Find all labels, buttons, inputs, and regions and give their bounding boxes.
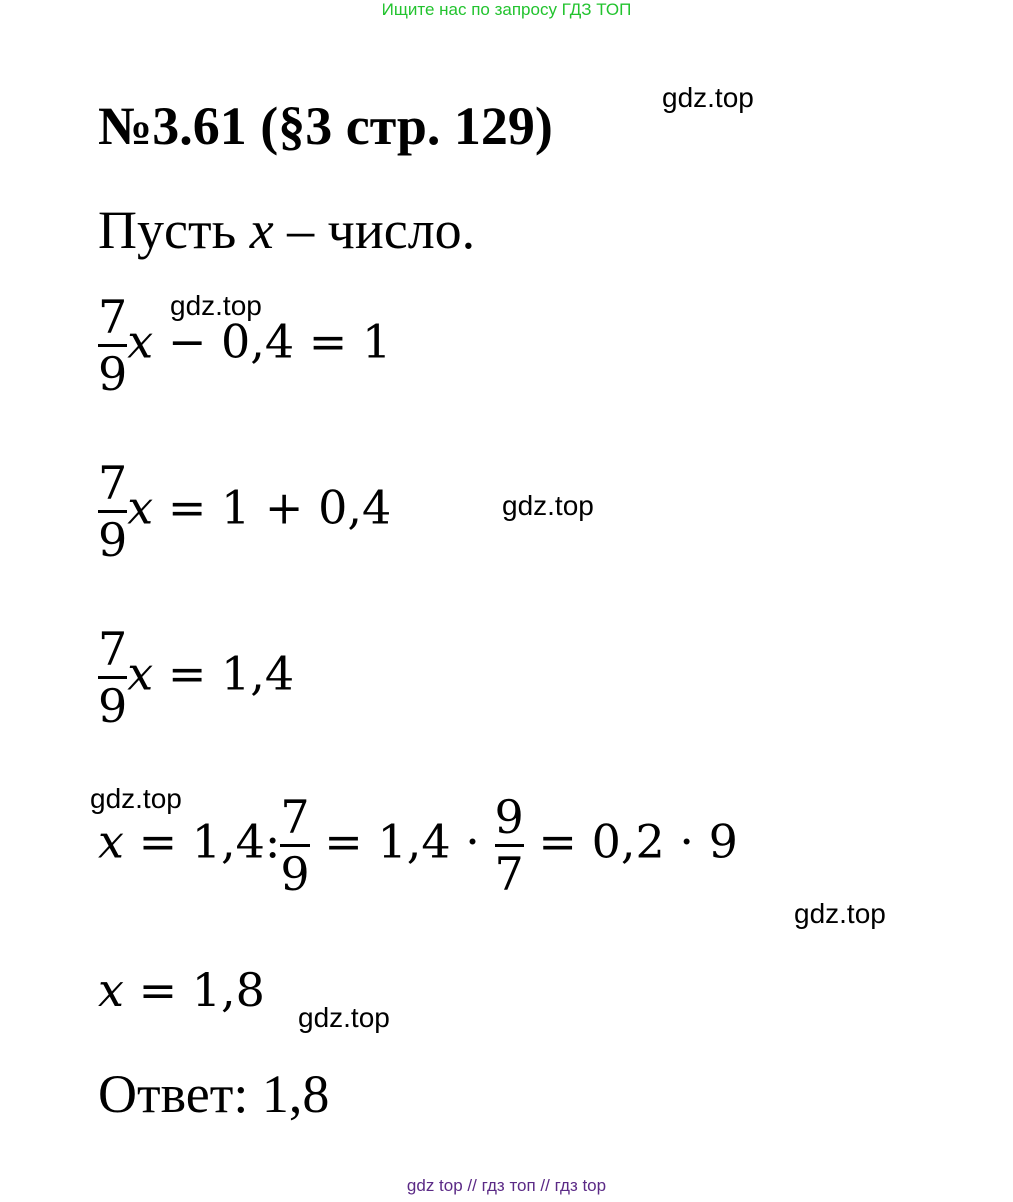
fraction: $\frac{7}{9}$ (98, 456, 128, 567)
equation-part: = 1,4: (123, 814, 281, 869)
fraction: $\frac{7}{9}$ (280, 790, 310, 901)
fraction: $\frac{7}{9}$ (98, 622, 128, 733)
equation-step-3 (98, 624, 294, 731)
watermark: gdz.top (298, 1002, 390, 1033)
equation-tail: = 1 + 0,4 (153, 480, 392, 535)
page-title: №3.61 (§3 стр. 129) (98, 96, 553, 156)
variable-x: x (249, 200, 274, 260)
watermark: gdz.top (90, 783, 182, 814)
equation-tail: = 1,4 (153, 646, 295, 701)
fraction: $\frac{7}{9}$ (98, 290, 128, 401)
fraction-inverse: $\frac{9}{7}$ (494, 790, 524, 901)
equation-step-1 (98, 292, 391, 399)
watermark: gdz.top (170, 290, 262, 321)
equation-part: = 1,4 · (309, 814, 495, 869)
equation-step-2 (98, 458, 391, 565)
variable-x: x (127, 314, 154, 369)
equation-tail: = 0,2 · 9 (523, 814, 738, 869)
variable-x: x (127, 480, 154, 535)
equation-tail: − 0,4 = 1 (153, 314, 392, 369)
answer: Ответ: 1,8 (98, 1064, 330, 1124)
watermark: gdz.top (794, 898, 886, 929)
intro-text: Пусть (98, 200, 250, 260)
equation-tail: = 1,8 (123, 963, 265, 1017)
intro-line (98, 200, 475, 260)
intro-text-end: – число. (273, 200, 476, 260)
watermark: gdz.top (502, 490, 594, 521)
variable-x: x (98, 963, 124, 1017)
watermark: gdz.top (662, 82, 754, 113)
equation-step-5 (98, 962, 265, 1018)
top-banner: Ищите нас по запросу ГДЗ ТОП (381, 0, 632, 19)
variable-x: x (127, 646, 154, 701)
equation-step-4 (98, 792, 738, 899)
variable-x: x (98, 814, 124, 869)
footer: gdz top // гдз топ // гдз top (406, 1176, 607, 1195)
